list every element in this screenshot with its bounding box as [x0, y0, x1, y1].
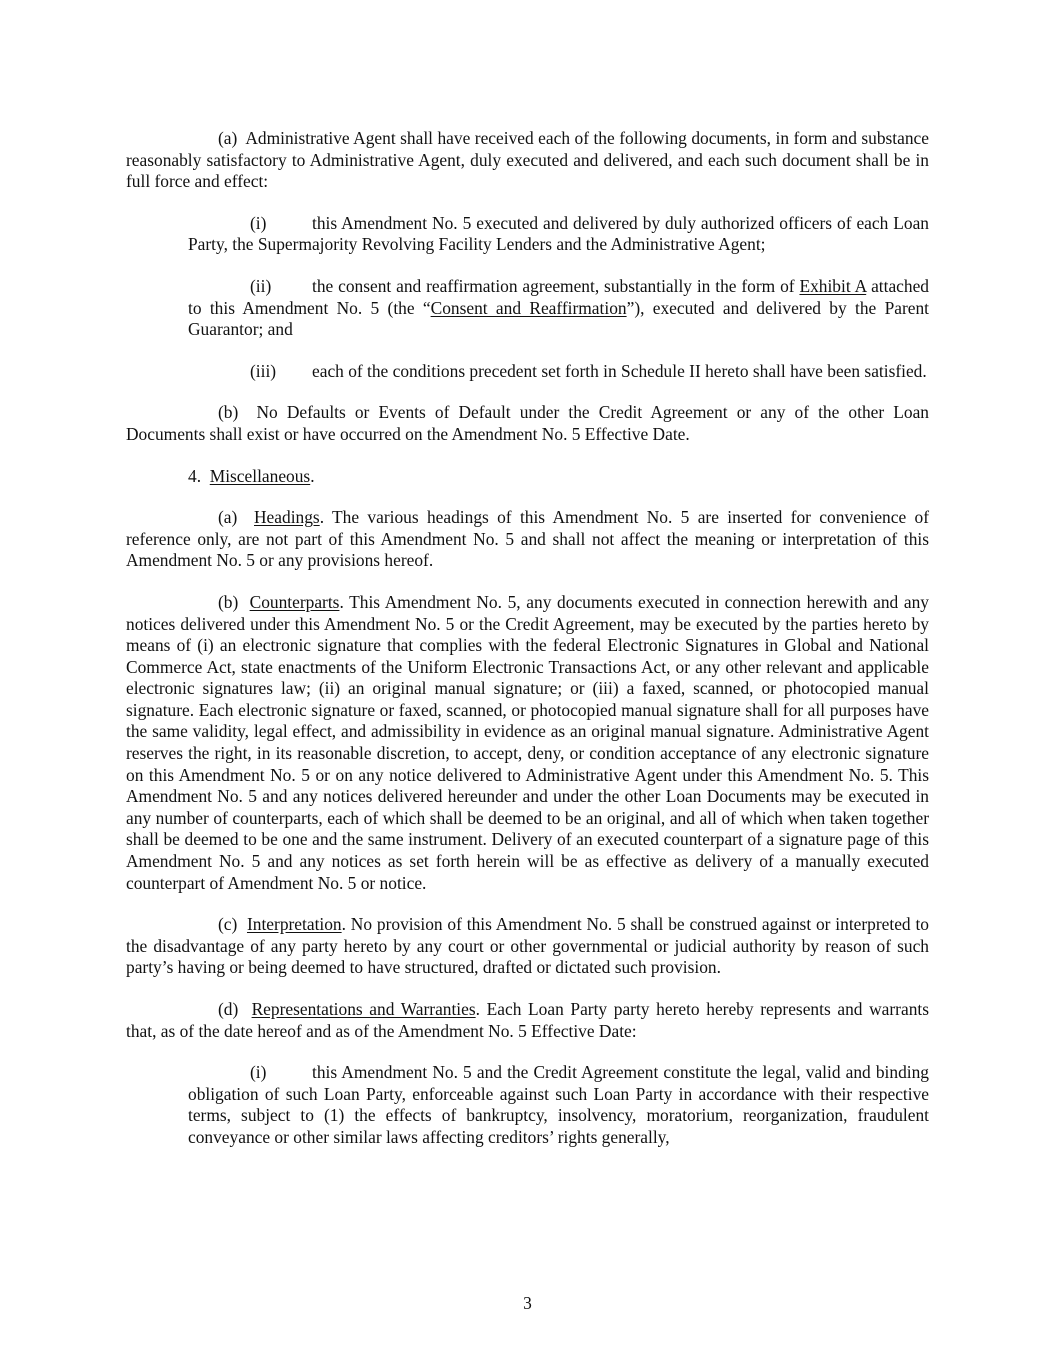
section-4-title: Miscellaneous	[209, 465, 311, 486]
paragraph-a-i	[188, 213, 929, 256]
section-4c-label: (c)	[218, 914, 238, 935]
section-4-title-period: .	[310, 465, 315, 486]
section-4c-text: . No provision of this Amendment No. 5 shall be construed against or interpreted to the disadvantage of any party hereto by any court or other governmental or judicial authority by reason of such party’s having or being deemed to have structured, drafted or dictated such provision.	[126, 914, 929, 978]
paragraph-a-ii	[188, 276, 929, 341]
document-body	[126, 128, 929, 1149]
section-4b-text: . This Amendment No. 5, any documents executed in connection herewith and any notices delivered under this Amendment No. 5 or the Credit Agreement, may be executed by the parties hereto by means of (i) an electronic signature that complies with the federal Electronic Signatures in Global and National Commerce Act, state enactments of the Uniform Electronic Transactions Act, or any other relevant and applicable electronic signatures law; (ii) an original manual signature; or (iii) a faxed, scanned, or photocopied manual signature. Each electronic signature or faxed, scanned, or photocopied manual signature shall for all purposes have the same validity, legal effect, and admissibility in evidence as an original manual signature. Administrative Agent reserves the right, in its reasonable discretion, to accept, deny, or condition acceptance of any electronic signature on this Amendment No. 5 or on any notice delivered to Administrative Agent under this Amendment No. 5. This Amendment No. 5 and any notices delivered hereunder and under the other Loan Documents may be executed in any number of counterparts, each of which shall be deemed to be an original, and all of which when taken together shall be deemed to be one and the same instrument. Delivery of an executed counterpart of a signature page of this Amendment No. 5 and any notices as set forth herein will be as effective as delivery of a manually executed counterpart of Amendment No. 5 or notice.	[126, 591, 929, 893]
section-4d-i-label: (i)	[250, 1062, 267, 1083]
paragraph-a-i-text: this Amendment No. 5 executed and delivered by duly authorized officers of each Loan Party, the Supermajority Revolving Facility Lenders and the Administrative Agent;	[188, 212, 929, 255]
section-4d-label: (d)	[218, 999, 239, 1019]
section-4c-interpretation	[126, 914, 929, 979]
section-4b-label: (b)	[218, 591, 239, 612]
paragraph-a-text: Administrative Agent shall have received each of the following documents, in form and substance reasonably satisfactory to Administrative Agent, duly executed and delivered, and each such document shall be in full force and effect:	[126, 128, 929, 192]
consent-and-reaffirmation-term: Consent and Reaffirmation	[430, 297, 627, 318]
section-4d-representations	[126, 999, 929, 1042]
paragraph-a-ii-label: (ii)	[250, 275, 272, 296]
paragraph-b-label: (b)	[218, 402, 239, 423]
section-4a-heading: Headings	[254, 507, 320, 528]
exhibit-a-reference: Exhibit A	[799, 275, 867, 296]
section-4d-text: . Each Loan Party party hereto hereby represents and warrants that, as of the date hereof and as of the Amendment No. 5 Effective Date:	[126, 999, 929, 1041]
section-4b-heading: Counterparts	[249, 591, 340, 612]
section-4d-i-text: this Amendment No. 5 and the Credit Agreement constitute the legal, valid and binding obligation of such Loan Party, enforceable against such Loan Party in accordance with their respective terms, subject to (1) the effects of bankruptcy, insolvency, moratorium, reorganization, fraudulent conveyance or other similar laws affecting creditors’ rights generally,	[188, 1062, 929, 1147]
paragraph-b	[126, 402, 929, 445]
section-4c-heading: Interpretation	[246, 914, 342, 935]
paragraph-a-iii-text: each of the conditions precedent set forth in Schedule II hereto shall have been satisfied.	[312, 360, 927, 381]
section-4-heading	[126, 466, 929, 488]
section-4b-counterparts	[126, 592, 929, 894]
paragraph-a-i-label: (i)	[250, 212, 267, 233]
paragraph-b-text: No Defaults or Events of Default under the Credit Agreement or any of the other Loan Documents shall exist or have occurred on the Amendment No. 5 Effective Date.	[126, 402, 929, 444]
paragraph-a-iii	[188, 361, 929, 383]
section-4a-text: . The various headings of this Amendment No. 5 are inserted for convenience of reference only, are not part of this Amendment No. 5 and shall not affect the meaning or interpretation of this Amendment No. 5 or any provisions hereof.	[126, 507, 930, 571]
section-4d-heading: Representations and Warranties	[251, 999, 476, 1019]
paragraph-a-ii-text-2: attached to this Amendment No. 5 (the “	[188, 275, 929, 318]
paragraph-a	[126, 128, 929, 193]
section-4-number: 4.	[188, 465, 202, 486]
paragraph-a-label: (a)	[218, 128, 238, 148]
section-4a-label: (a)	[218, 507, 238, 528]
section-4a-headings	[126, 507, 929, 572]
paragraph-a-ii-text-3: ”), executed and delivered by the Parent Guarantor; and	[188, 297, 929, 340]
page-number: 3	[523, 1293, 532, 1313]
paragraph-a-ii-text-1: the consent and reaffirmation agreement, substantially in the form of	[312, 275, 800, 296]
section-4d-i	[188, 1062, 929, 1148]
paragraph-a-iii-label: (iii)	[250, 360, 277, 381]
